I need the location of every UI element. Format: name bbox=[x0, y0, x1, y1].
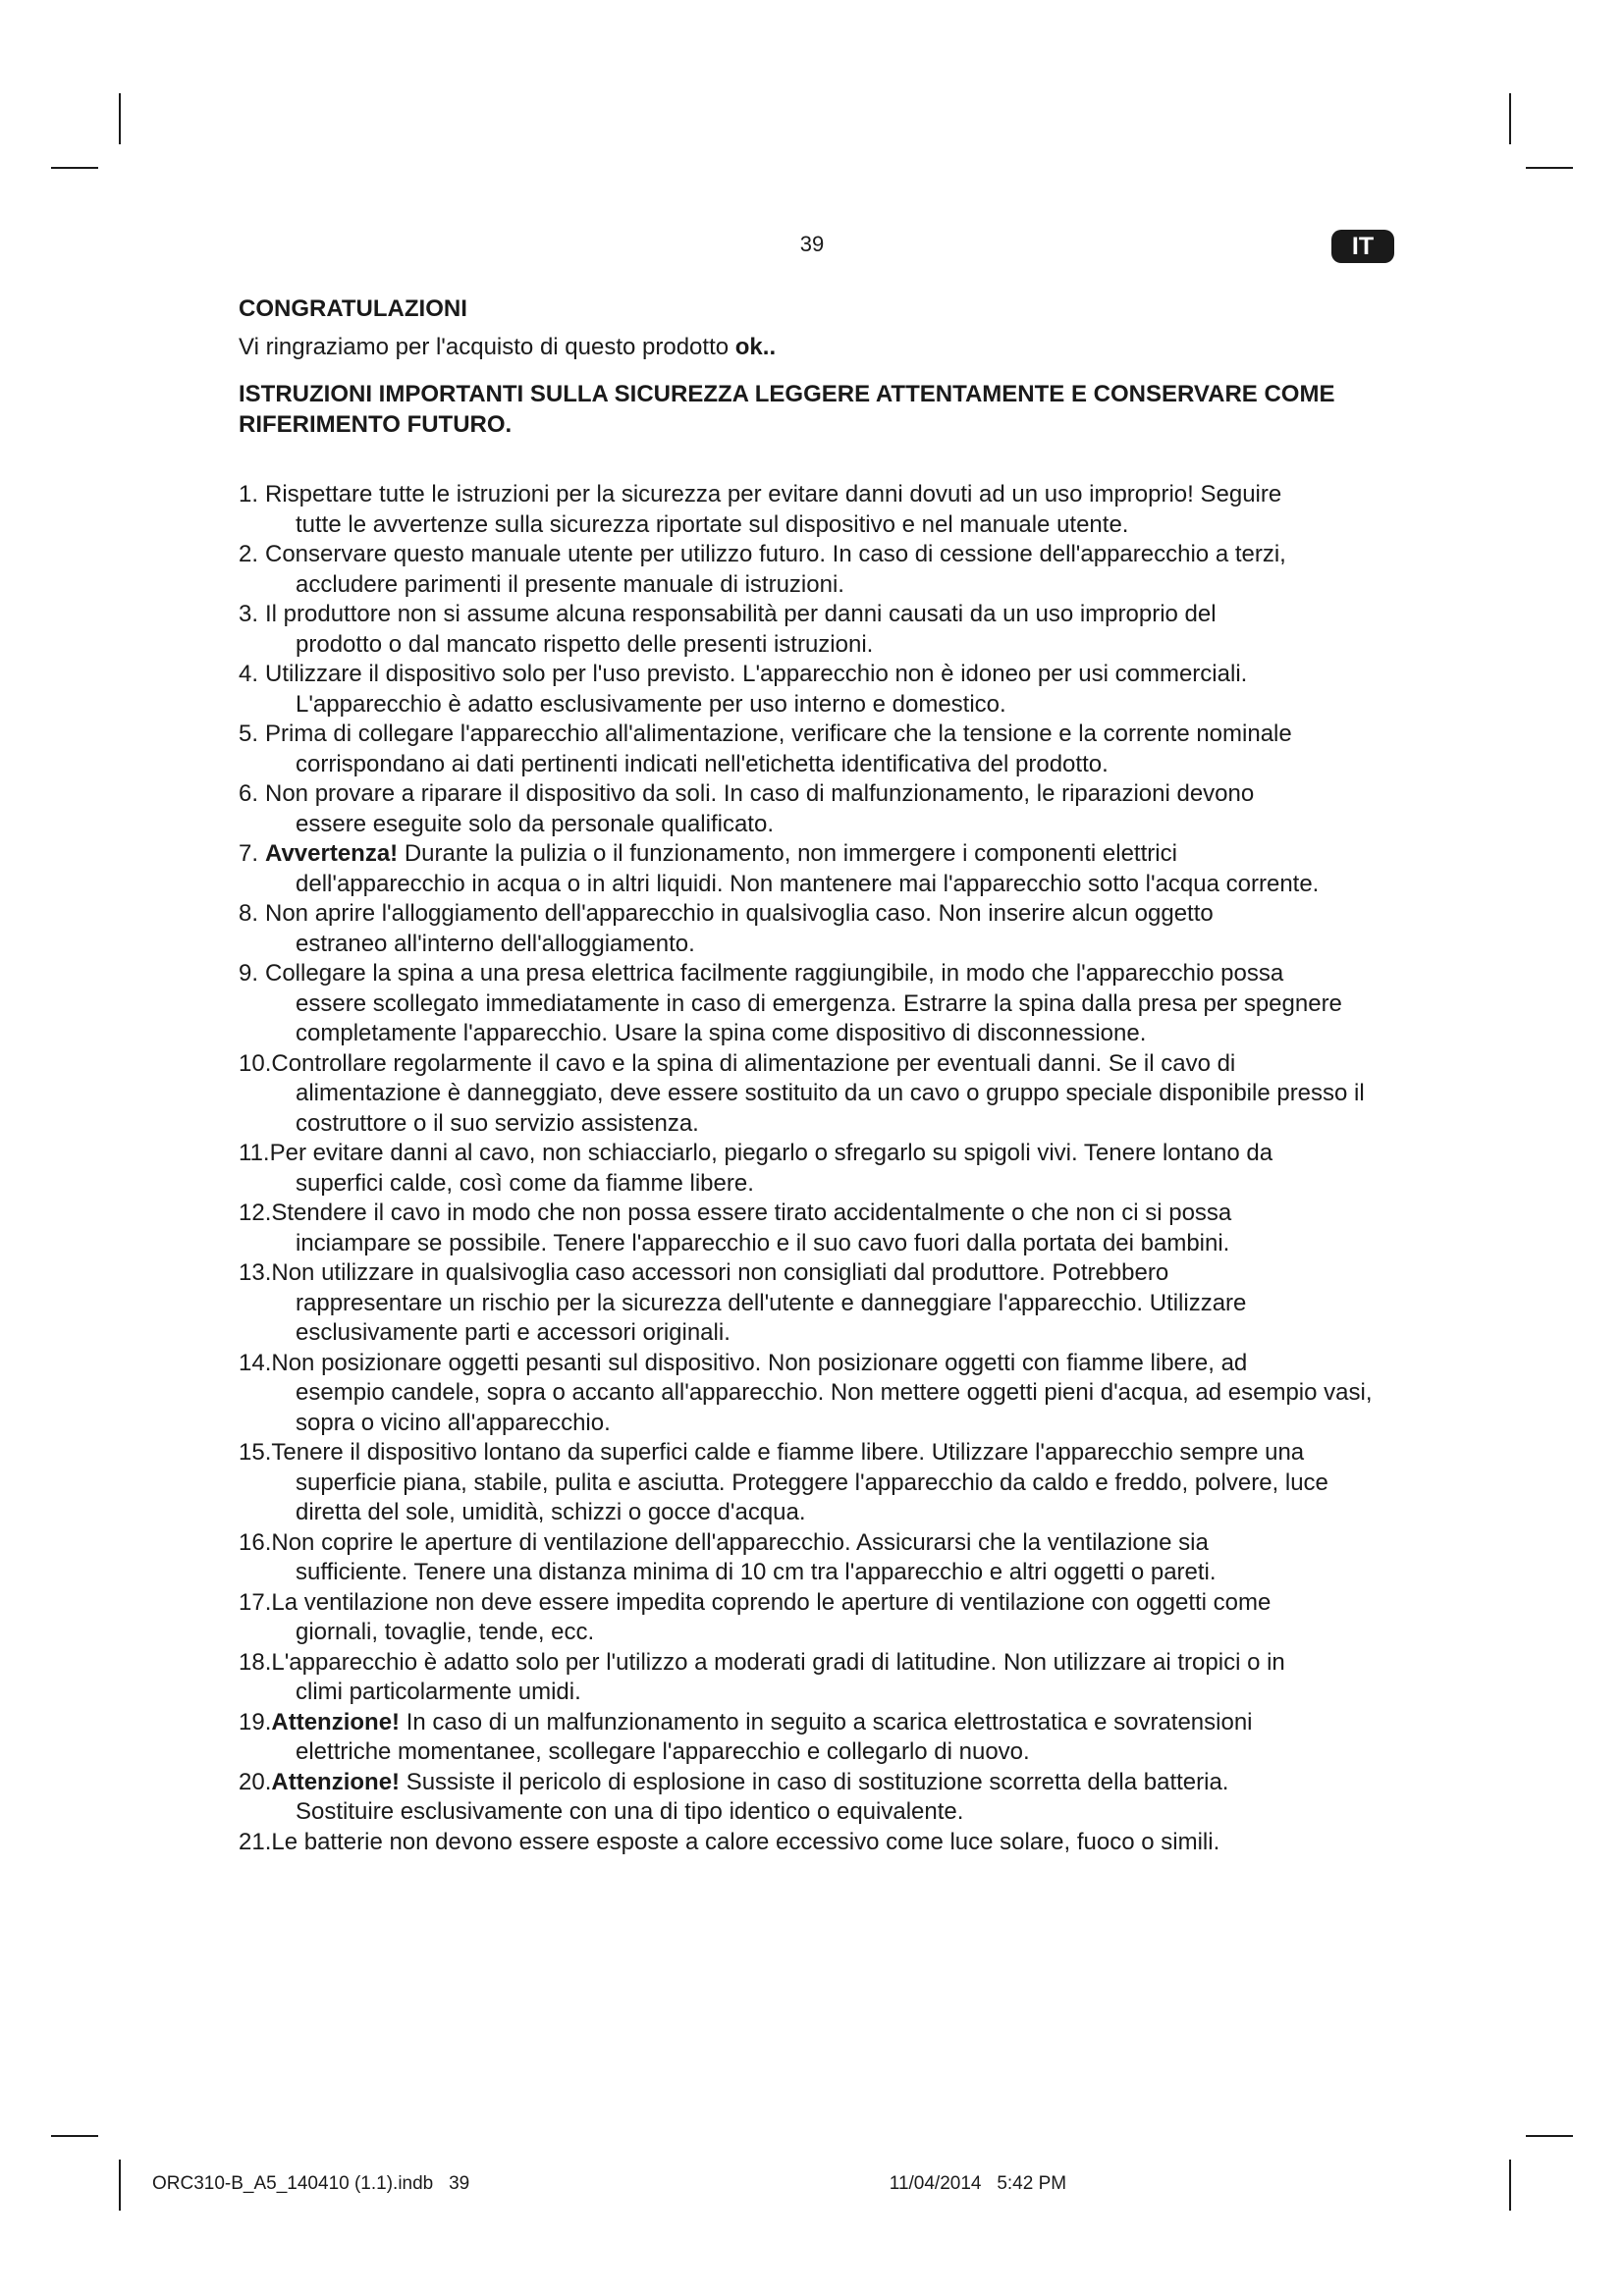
item-number: 3. bbox=[239, 601, 259, 627]
item-text-continuation: estraneo all'interno dell'alloggiamento. bbox=[296, 930, 695, 957]
item-number: 6. bbox=[239, 780, 259, 807]
item-number: 9. bbox=[239, 960, 259, 987]
instruction-item bbox=[239, 839, 1397, 899]
item-text-first-line: Conservare questo manuale utente per utilizzo futuro. In caso di cessione dell'apparecchio a terzi, bbox=[265, 541, 1286, 567]
safety-title: ISTRUZIONI IMPORTANTI SULLA SICUREZZA LEGGERE ATTENTAMENTE E CONSERVARE COME RIFERIMENTO FUTURO. bbox=[239, 381, 1335, 438]
item-text-first-line: Controllare regolarmente il cavo e la spina di alimentazione per eventuali danni. Se il cavo di bbox=[271, 1049, 1236, 1077]
item-text-continuation: L'apparecchio è adatto esclusivamente per uso interno e domestico. bbox=[296, 690, 1006, 718]
item-text-continuation: superfici calde, così come da fiamme libere. bbox=[296, 1169, 754, 1197]
item-text-continuation: essere eseguite solo da personale qualificato. bbox=[296, 810, 774, 837]
instruction-list bbox=[239, 480, 1397, 1857]
item-text-first-line: Utilizzare il dispositivo solo per l'uso previsto. L'apparecchio non è idoneo per usi commerciali. bbox=[265, 661, 1248, 687]
instruction-item bbox=[239, 899, 1397, 959]
instruction-item bbox=[239, 1708, 1397, 1768]
item-text-continuation: inciampare se possibile. Tenere l'apparecchio e il suo cavo fuori dalla portata dei bambini. bbox=[296, 1229, 1230, 1256]
item-text-first-line: Rispettare tutte le istruzioni per la sicurezza per evitare danni dovuti ad un uso improprio! Seguire bbox=[265, 481, 1282, 507]
item-number: 12. bbox=[239, 1200, 272, 1226]
item-text-first-line: Durante la pulizia o il funzionamento, non immergere i componenti elettrici bbox=[398, 840, 1177, 867]
crop-mark bbox=[119, 2160, 121, 2211]
crop-mark bbox=[1509, 93, 1511, 144]
thanks-paragraph bbox=[239, 333, 1397, 363]
item-text-continuation: esempio candele, sopra o accanto all'apparecchio. Non mettere oggetti pieni d'acqua, ad esempio vasi, sopra o vicino all'apparecchio. bbox=[296, 1379, 1373, 1436]
item-text-first-line: Stendere il cavo in modo che non possa essere tirato accidentalmente o che non ci si possa bbox=[271, 1200, 1232, 1226]
instruction-item bbox=[239, 480, 1397, 540]
item-warning-label: Avvertenza! bbox=[265, 840, 399, 867]
item-number: 17. bbox=[239, 1588, 272, 1616]
item-text-first-line: Non utilizzare in qualsivoglia caso accessori non consigliati dal produttore. Potrebbero bbox=[271, 1259, 1169, 1286]
congrats-heading: CONGRATULAZIONI bbox=[239, 295, 467, 322]
item-text-first-line: Tenere il dispositivo lontano da superfici calde e fiamme libere. Utilizzare l'apparecchio sempre una bbox=[271, 1439, 1305, 1466]
instruction-item bbox=[239, 1258, 1397, 1349]
instruction-item bbox=[239, 1049, 1397, 1140]
item-text-first-line: Prima di collegare l'apparecchio all'alimentazione, verificare che la tensione e la corrente nominale bbox=[265, 721, 1292, 747]
item-text-continuation: superficie piana, stabile, pulita e asciutta. Proteggere l'apparecchio da caldo e freddo, polvere, luce diretta del sole, umidità, schizzi o gocce d'acqua. bbox=[296, 1468, 1328, 1525]
item-text-continuation: corrispondano ai dati pertinenti indicati nell'etichetta identificativa del prodotto. bbox=[296, 750, 1109, 777]
item-number: 4. bbox=[239, 661, 259, 687]
item-number: 7. bbox=[239, 840, 259, 867]
item-number: 5. bbox=[239, 721, 259, 747]
instruction-item bbox=[239, 600, 1397, 660]
language-badge: IT bbox=[1331, 230, 1394, 263]
instruction-item bbox=[239, 1199, 1397, 1258]
instruction-item bbox=[239, 540, 1397, 600]
item-text-continuation: essere scollegato immediatamente in caso di emergenza. Estrarre la spina dalla presa per spegnere completamente l'apparecchio. Usare la spina come dispositivo di disconnessione. bbox=[296, 989, 1342, 1046]
thanks-text: Vi ringraziamo per l'acquisto di questo prodotto bbox=[239, 333, 735, 360]
item-text-first-line: In caso di un malfunzionamento in seguito a scarica elettrostatica e sovratensioni bbox=[400, 1708, 1253, 1735]
item-number: 19. bbox=[239, 1708, 272, 1735]
item-text-first-line: Non posizionare oggetti pesanti sul dispositivo. Non posizionare oggetti con fiamme libere, ad bbox=[271, 1349, 1248, 1376]
item-text-first-line: Non provare a riparare il dispositivo da soli. In caso di malfunzionamento, le riparazioni devono bbox=[265, 780, 1255, 807]
instruction-item bbox=[239, 1768, 1397, 1828]
item-text-continuation: climi particolarmente umidi. bbox=[296, 1679, 581, 1705]
item-number: 8. bbox=[239, 900, 259, 927]
item-text-continuation: alimentazione è danneggiato, deve essere sostituito da un cavo o gruppo speciale disponibile presso il costruttore o il suo servizio assistenza. bbox=[296, 1080, 1365, 1137]
item-text-first-line: Il produttore non si assume alcuna responsabilità per danni causati da un uso improprio del bbox=[265, 601, 1217, 627]
item-number: 1. bbox=[239, 481, 259, 507]
page-content bbox=[239, 294, 1397, 1857]
item-text-continuation: prodotto o dal mancato rispetto delle presenti istruzioni. bbox=[296, 630, 874, 658]
item-text-first-line: L'apparecchio è adatto solo per l'utilizzo a moderati gradi di latitudine. Non utilizzare ai tropici o in bbox=[271, 1648, 1285, 1676]
instruction-item bbox=[239, 959, 1397, 1049]
crop-mark bbox=[1526, 167, 1573, 169]
item-number: 11. bbox=[239, 1140, 270, 1166]
item-text-continuation: dell'apparecchio in acqua o in altri liquidi. Non mantenere mai l'apparecchio sotto l'acqua corrente. bbox=[296, 870, 1320, 897]
item-text-first-line: Per evitare danni al cavo, non schiacciarlo, piegarlo o sfregarlo su spigoli vivi. Tenere lontano da bbox=[269, 1140, 1273, 1166]
item-text-continuation: accludere parimenti il presente manuale di istruzioni. bbox=[296, 570, 844, 598]
page-number: 39 bbox=[799, 232, 825, 256]
item-text-first-line: Sussiste il pericolo di esplosione in caso di sostituzione scorretta della batteria. bbox=[400, 1768, 1229, 1795]
crop-mark bbox=[1509, 2160, 1511, 2211]
instruction-item bbox=[239, 1828, 1397, 1858]
crop-mark bbox=[51, 167, 98, 169]
item-warning-label: Attenzione! bbox=[271, 1768, 401, 1795]
item-text-first-line: La ventilazione non deve essere impedita coprendo le aperture di ventilazione con oggetti come bbox=[271, 1588, 1272, 1616]
item-warning-label: Attenzione! bbox=[271, 1708, 401, 1735]
instruction-item bbox=[239, 1528, 1397, 1588]
instruction-item bbox=[239, 1349, 1397, 1439]
item-number: 20. bbox=[239, 1768, 272, 1795]
item-text-continuation: sufficiente. Tenere una distanza minima di 10 cm tra l'apparecchio e altri oggetti o pareti. bbox=[296, 1559, 1217, 1585]
item-number: 21. bbox=[239, 1828, 272, 1855]
instruction-item bbox=[239, 1438, 1397, 1528]
instruction-item bbox=[239, 720, 1397, 779]
item-number: 13. bbox=[239, 1259, 272, 1286]
item-number: 10. bbox=[239, 1049, 272, 1077]
item-text-continuation: Sostituire esclusivamente con una di tipo identico o equivalente. bbox=[296, 1798, 964, 1825]
item-number: 2. bbox=[239, 541, 259, 567]
brand-name: ok. bbox=[734, 333, 770, 360]
item-text-first-line: Collegare la spina a una presa elettrica facilmente raggiungibile, in modo che l'apparecchio possa bbox=[265, 960, 1284, 987]
item-text-continuation: giornali, tovaglie, tende, ecc. bbox=[296, 1619, 595, 1645]
item-number: 15. bbox=[239, 1439, 272, 1466]
instruction-item bbox=[239, 779, 1397, 839]
crop-mark bbox=[1526, 2135, 1573, 2137]
instruction-item bbox=[239, 1648, 1397, 1708]
instruction-item bbox=[239, 660, 1397, 720]
item-text-first-line: Le batterie non devono essere esposte a calore eccessivo come luce solare, fuoco o simili. bbox=[271, 1828, 1220, 1855]
print-footer: ORC310-B_A5_140410 (1.1).indb 39 11/04/2014 5:42 PM bbox=[152, 2173, 1067, 2194]
item-text-continuation: tutte le avvertenze sulla sicurezza riportate sul dispositivo e nel manuale utente. bbox=[296, 510, 1129, 538]
item-text-first-line: Non aprire l'alloggiamento dell'apparecchio in qualsivoglia caso. Non inserire alcun oggetto bbox=[265, 900, 1214, 927]
item-text-first-line: Non coprire le aperture di ventilazione dell'apparecchio. Assicurarsi che la ventilazione sia bbox=[271, 1528, 1209, 1556]
item-number: 16. bbox=[239, 1528, 272, 1556]
item-text-continuation: elettriche momentanee, scollegare l'apparecchio e collegarlo di nuovo. bbox=[296, 1738, 1030, 1765]
item-number: 14. bbox=[239, 1349, 272, 1376]
instruction-item bbox=[239, 1588, 1397, 1648]
crop-mark bbox=[119, 93, 121, 144]
item-text-continuation: rappresentare un rischio per la sicurezza dell'utente e danneggiare l'apparecchio. Utilizzare esclusivamente parti e accessori originali. bbox=[296, 1289, 1247, 1346]
thanks-end: . bbox=[769, 333, 777, 360]
crop-mark bbox=[51, 2135, 98, 2137]
instruction-item bbox=[239, 1139, 1397, 1199]
item-number: 18. bbox=[239, 1648, 272, 1676]
